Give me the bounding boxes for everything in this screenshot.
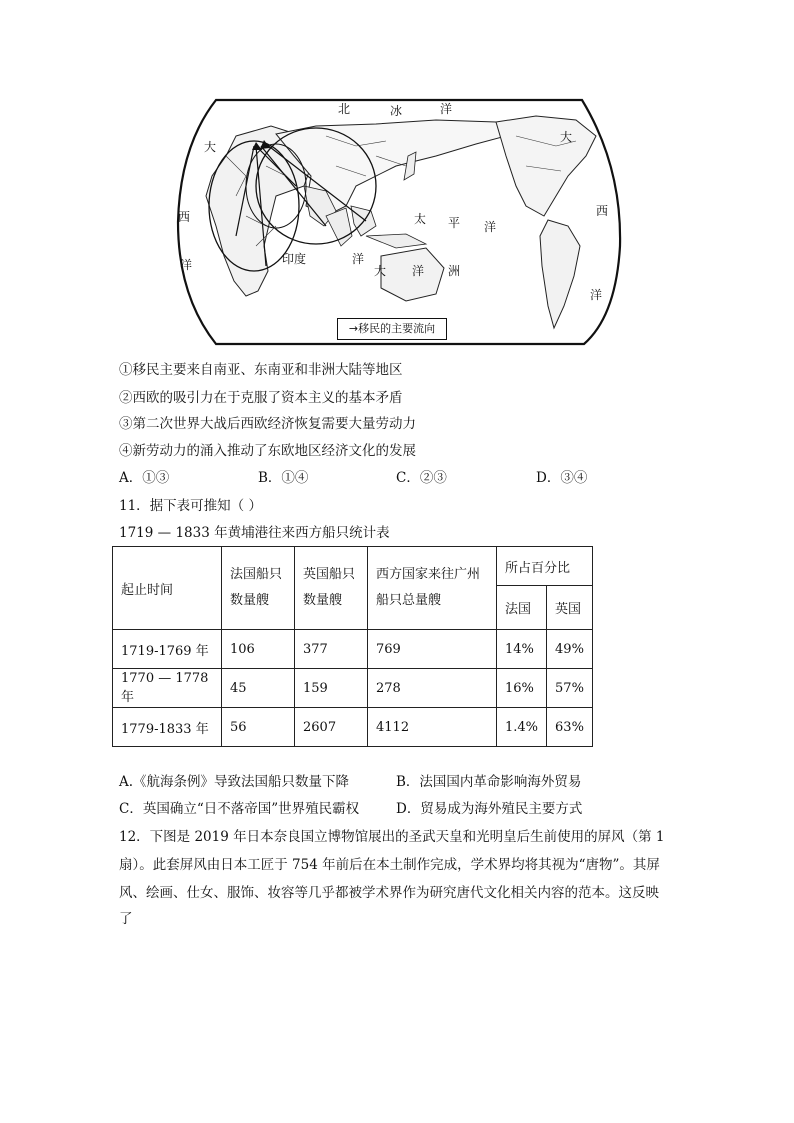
header-britain-line1: 英国船只: [303, 567, 356, 582]
statement-1: ①移民主要来自南亚、东南亚和非洲大陆等地区: [119, 362, 403, 378]
cell-britain: 159: [295, 669, 368, 708]
cell-pct-britain: 49%: [547, 630, 593, 669]
cell-total: 769: [368, 630, 497, 669]
cell-france: 56: [222, 708, 295, 747]
map-label: 大: [560, 130, 573, 144]
cell-britain: 377: [295, 630, 368, 669]
map-label: 洋: [440, 102, 453, 116]
statement-4: ④新劳动力的涌入推动了东欧地区经济文化的发展: [119, 443, 416, 459]
map-label: 洋: [352, 252, 365, 266]
q10-option-c[interactable]: C．②③: [396, 470, 447, 486]
header-france-line1: 法国船只: [230, 567, 283, 582]
map-label: 大: [204, 140, 217, 154]
map-label: 洋: [590, 288, 603, 302]
cell-period: 1719-1769 年: [113, 630, 222, 669]
statement-3: ③第二次世界大战后西欧经济恢复需要大量劳动力: [119, 416, 416, 432]
map-label: 印度: [282, 252, 307, 266]
table-title: 1719 — 1833 年黄埔港往来西方船只统计表: [119, 525, 390, 541]
cell-pct-britain: 63%: [547, 708, 593, 747]
cell-pct-britain: 57%: [547, 669, 593, 708]
q11-option-d[interactable]: D．贸易成为海外殖民主要方式: [396, 801, 583, 817]
cell-total: 278: [368, 669, 497, 708]
map-label: 洲: [448, 264, 461, 278]
q12-line-1: 12．下图是 2019 年日本奈良国立博物馆展出的圣武天皇和光明皇后生前使用的屏风（第 1: [119, 829, 665, 845]
q10-option-b[interactable]: B．①④: [258, 470, 309, 486]
cell-period: 1770 — 1778 年: [113, 669, 222, 708]
map-label: 北: [338, 102, 351, 116]
map-label: 冰: [390, 104, 403, 118]
header-percent: 所占百分比: [497, 547, 593, 586]
header-france-line2: 数量艘: [230, 593, 270, 608]
cell-france: 106: [222, 630, 295, 669]
q11-option-b[interactable]: B．法国国内革命影响海外贸易: [396, 774, 582, 790]
q12-line-3: 风、绘画、仕女、服饰、妆容等几乎都被学术界作为研究唐代文化相关内容的范本。这反映: [119, 885, 659, 901]
table-row: [113, 630, 593, 669]
header-pct-britain: 英国: [547, 586, 593, 630]
cell-pct-france: 14%: [497, 630, 547, 669]
statement-2: ②西欧的吸引力在于克服了资本主义的基本矛盾: [119, 390, 403, 406]
map-label: 西: [596, 204, 609, 218]
q12-line-4: 了: [119, 911, 133, 927]
cell-france: 45: [222, 669, 295, 708]
header-period: 起止时间: [113, 547, 222, 630]
header-britain-line2: 数量艘: [303, 593, 343, 608]
map-label: 洋: [412, 264, 425, 278]
migration-map: [176, 96, 622, 346]
map-label: 太: [414, 212, 427, 226]
ships-table: [112, 546, 593, 747]
map-label: 西: [178, 210, 191, 224]
cell-total: 4112: [368, 708, 497, 747]
cell-pct-france: 16%: [497, 669, 547, 708]
header-britain: [295, 547, 368, 630]
map-label: 大: [374, 264, 387, 278]
q11-stem: 11．据下表可推知（ ）: [119, 498, 262, 514]
q11-option-a[interactable]: A.《航海条例》导致法国船只数量下降: [119, 774, 350, 790]
header-total-line1: 西方国家来往广州: [376, 567, 481, 582]
table-row: [113, 708, 593, 747]
q10-option-a[interactable]: A．①③: [119, 470, 170, 486]
q10-option-d[interactable]: D．③④: [536, 470, 588, 486]
q11-option-c[interactable]: C．英国确立“日不落帝国”世界殖民霸权: [119, 801, 360, 817]
map-label: 平: [448, 216, 461, 230]
cell-pct-france: 1.4%: [497, 708, 547, 747]
map-label: 洋: [484, 220, 497, 234]
map-legend: →移民的主要流向: [337, 318, 447, 340]
q12-line-2: 扇）。此套屏风由日本工匠于 754 年前后在本土制作完成，学术界均将其视为“唐物”。其屏: [119, 857, 660, 873]
header-france: [222, 547, 295, 630]
table-row: [113, 669, 593, 708]
cell-period: 1779-1833 年: [113, 708, 222, 747]
header-total: [368, 547, 497, 630]
header-pct-france: 法国: [497, 586, 547, 630]
header-total-line2: 船只总量艘: [376, 593, 442, 608]
map-label: 洋: [180, 258, 193, 272]
cell-britain: 2607: [295, 708, 368, 747]
world-map-graphic: [176, 96, 622, 346]
